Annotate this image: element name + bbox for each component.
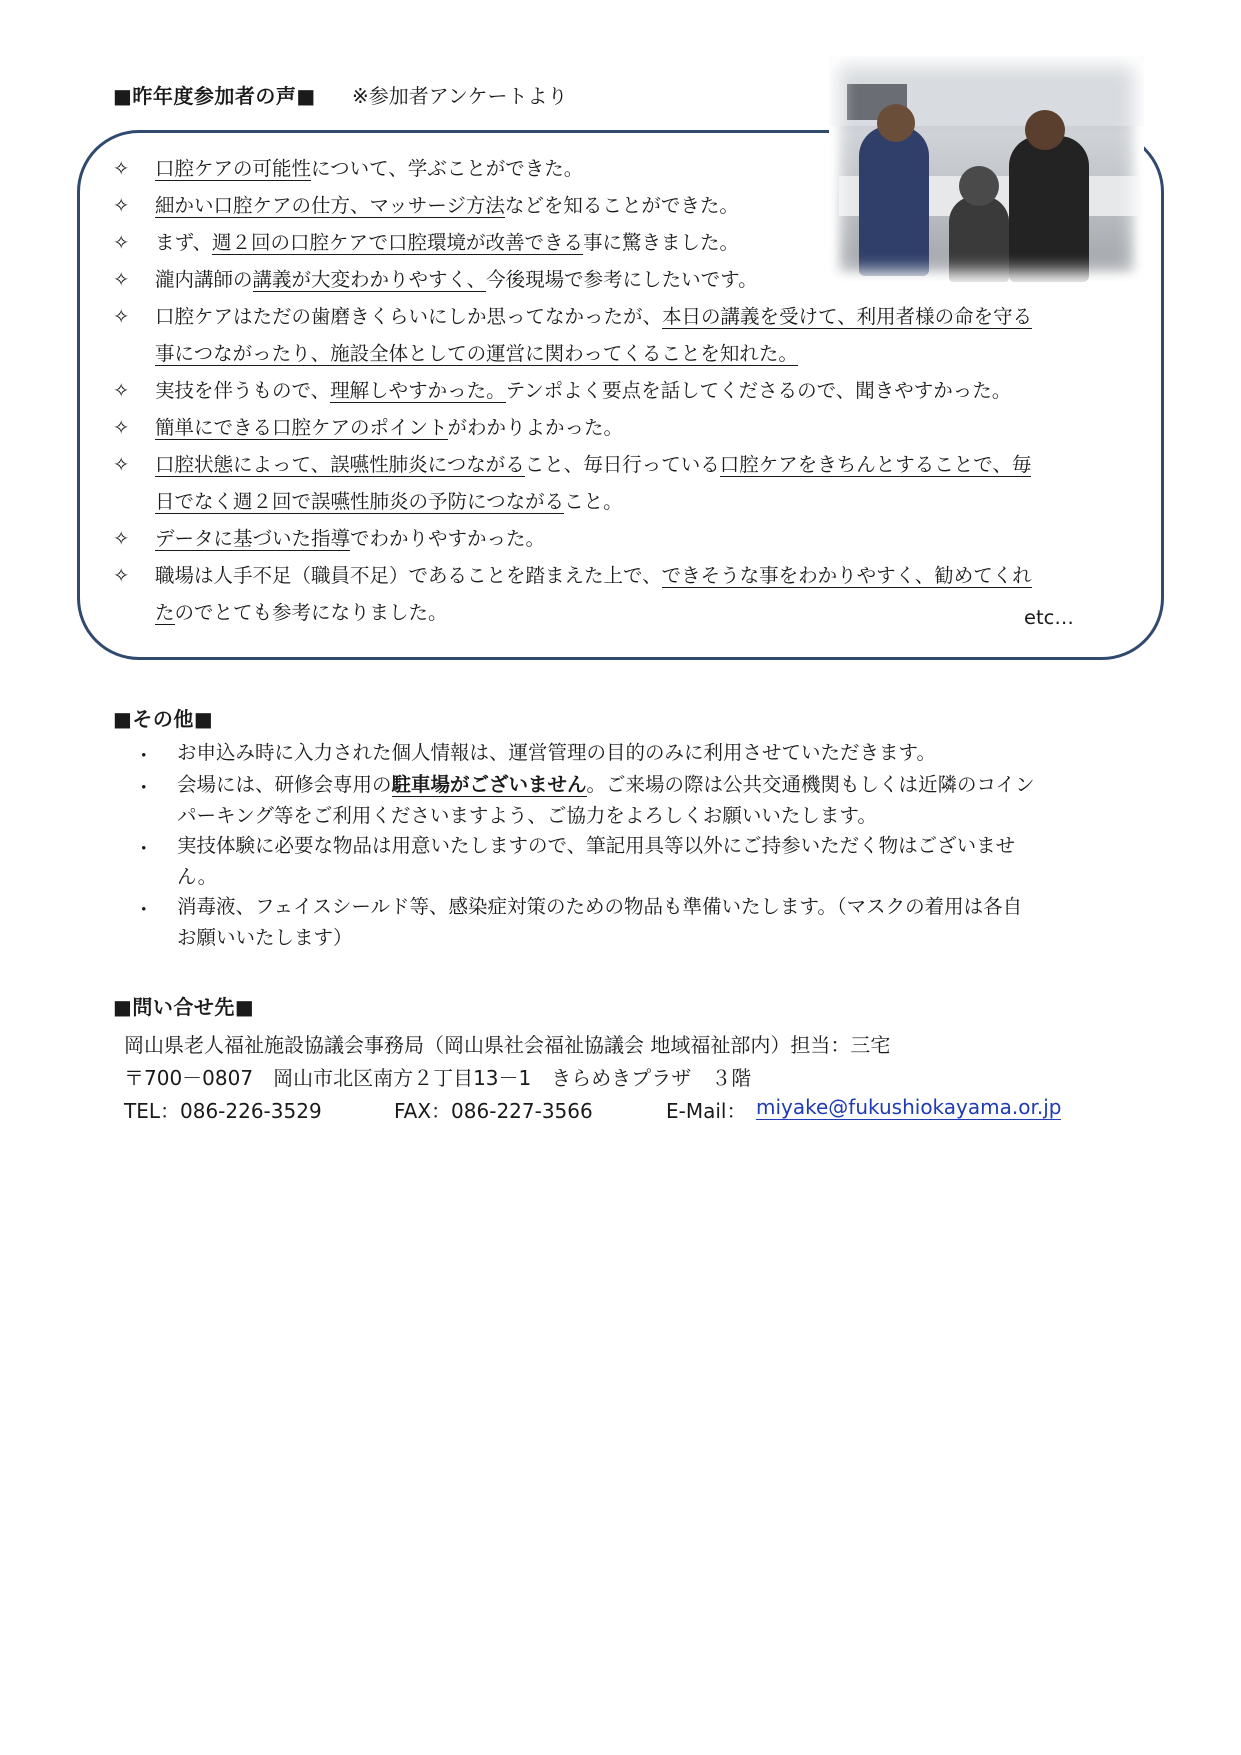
plain-phrase: 職場は人手不足（職員不足）であることを踏まえた上で、 <box>155 564 662 587</box>
underlined-phrase: 本日の講義を受けて、利用者様の命を守る <box>662 305 1033 328</box>
workshop-photo <box>829 56 1144 282</box>
underlined-phrase: 事につながったり、施設全体としての運営に関わってくることを知れた。 <box>155 342 798 365</box>
plain-text: お申込み時に入力された個人情報は、運営管理の目的のみに利用させていただきます。 <box>177 741 936 764</box>
plain-phrase: テンポよく要点を話してくださるので、聞きやすかった。 <box>505 379 1012 402</box>
voice-text <box>155 594 448 631</box>
other-item-line <box>177 737 936 769</box>
underlined-phrase: できそうな事をわかりやすく、勧めてくれ <box>661 564 1032 587</box>
sparkle-bullet-icon: ✧ <box>113 564 130 587</box>
voice-text <box>155 520 545 557</box>
voice-text <box>155 150 583 187</box>
plain-text: 。ご来場の際は公共交通機関もしくは近隣のコイン <box>586 773 1035 796</box>
dot-bullet-icon: ・ <box>134 744 154 767</box>
voice-text <box>155 557 1032 594</box>
other-item-line <box>177 800 877 832</box>
voice-text <box>155 372 1011 409</box>
plain-text: 消毒液、フェイスシールド等、感染症対策のための物品も準備いたします。（マスクの着用は各自 <box>177 895 1023 918</box>
underlined-phrase: 簡単にできる口腔ケアのポイント <box>155 416 448 439</box>
plain-phrase: 今後現場で参考にしたいです。 <box>486 268 758 291</box>
sparkle-bullet-icon: ✧ <box>113 194 130 217</box>
plain-text: 実技体験に必要な物品は用意いたしますので、筆記用具等以外にご持参いただく物はございませ <box>177 834 1016 857</box>
contact-email-link[interactable]: miyake@fukushiokayama.or.jp <box>756 1095 1062 1119</box>
other-item-line <box>177 830 1015 862</box>
plain-phrase: こと。 <box>564 490 623 513</box>
emphasis-text: 駐車場がございません <box>391 773 587 796</box>
contact-title: ■問い合せ先■ <box>113 995 255 1019</box>
other-item-line <box>177 922 353 954</box>
other-title: ■その他■ <box>113 707 214 731</box>
underlined-phrase: 週２回の口腔ケアで口腔環境が改善できる <box>211 231 584 254</box>
underlined-phrase: データに基づいた指導 <box>155 527 351 550</box>
plain-phrase: でわかりやすかった。 <box>350 527 546 550</box>
contact-address: 〒700－0807 岡山市北区南方２丁目13－1 きらめきプラザ ３階 <box>124 1066 752 1090</box>
sparkle-bullet-icon: ✧ <box>113 416 130 439</box>
voice-text <box>155 335 798 372</box>
plain-text: ん。 <box>177 865 218 888</box>
voice-text <box>155 298 1032 335</box>
voice-text <box>155 224 739 261</box>
sparkle-bullet-icon: ✧ <box>113 157 130 180</box>
voice-text <box>155 409 623 446</box>
contact-tel: TEL：086-226-3529 <box>124 1099 322 1123</box>
underlined-phrase: 細かい口腔ケアの仕方、マッサージ方法 <box>155 194 505 217</box>
plain-phrase: のでとても参考になりました。 <box>174 601 448 624</box>
voice-text <box>155 261 758 298</box>
underlined-phrase: 理解しやすかった。 <box>330 379 506 402</box>
plain-phrase: などを知ることができた。 <box>504 194 739 217</box>
sparkle-bullet-icon: ✧ <box>113 231 130 254</box>
underlined-phrase: 口腔ケアの可能性 <box>155 157 312 180</box>
plain-phrase: 事に驚きました。 <box>583 231 740 254</box>
plain-text: パーキング等をご利用くださいますよう、ご協力をよろしくお願いいたします。 <box>177 804 877 827</box>
contact-org: 岡山県老人福祉施設協議会事務局（岡山県社会福祉協議会 地域福祉部内）担当：三宅 <box>124 1033 891 1057</box>
dot-bullet-icon: ・ <box>134 898 154 921</box>
plain-text: お願いいたします） <box>177 926 353 949</box>
plain-phrase: 口腔ケアはただの歯磨きくらいにしか思ってなかったが、 <box>155 305 663 328</box>
plain-phrase: がわかりよかった。 <box>447 416 624 439</box>
sparkle-bullet-icon: ✧ <box>113 305 130 328</box>
underlined-phrase: 口腔ケアをきちんとすることで、毎 <box>719 453 1032 476</box>
voice-text <box>155 446 1031 483</box>
sparkle-bullet-icon: ✧ <box>113 453 130 476</box>
other-item-line <box>177 861 217 893</box>
underlined-phrase: 口腔状態によって、誤嚥性肺炎につながる <box>155 453 525 476</box>
plain-phrase: 実技を伴うもので、 <box>155 379 331 402</box>
other-item-line <box>177 891 1022 923</box>
voices-title: ■昨年度参加者の声■ <box>113 84 316 108</box>
contact-fax: FAX：086-227-3566 <box>394 1099 593 1123</box>
plain-phrase: こと、毎日行っている <box>524 453 720 476</box>
plain-phrase: まず、 <box>155 231 212 254</box>
voice-text <box>155 187 739 224</box>
plain-text: 会場には、研修会専用の <box>177 773 392 796</box>
voice-text <box>155 483 623 520</box>
etc-text: etc… <box>1024 606 1074 629</box>
voices-note: ※参加者アンケートより <box>352 84 568 108</box>
plain-phrase: 瀧内講師の <box>155 268 253 291</box>
underlined-phrase: 講義が大変わかりやすく、 <box>252 268 487 291</box>
sparkle-bullet-icon: ✧ <box>113 527 130 550</box>
other-item-line <box>177 769 1034 801</box>
underlined-phrase: た <box>155 601 175 624</box>
dot-bullet-icon: ・ <box>134 776 154 799</box>
plain-phrase: について、学ぶことができた。 <box>311 157 584 180</box>
contact-email-label: E-Mail： <box>666 1099 747 1123</box>
sparkle-bullet-icon: ✧ <box>113 268 130 291</box>
dot-bullet-icon: ・ <box>134 837 154 860</box>
sparkle-bullet-icon: ✧ <box>113 379 130 402</box>
underlined-phrase: 日でなく週２回で誤嚥性肺炎の予防につながる <box>155 490 565 513</box>
